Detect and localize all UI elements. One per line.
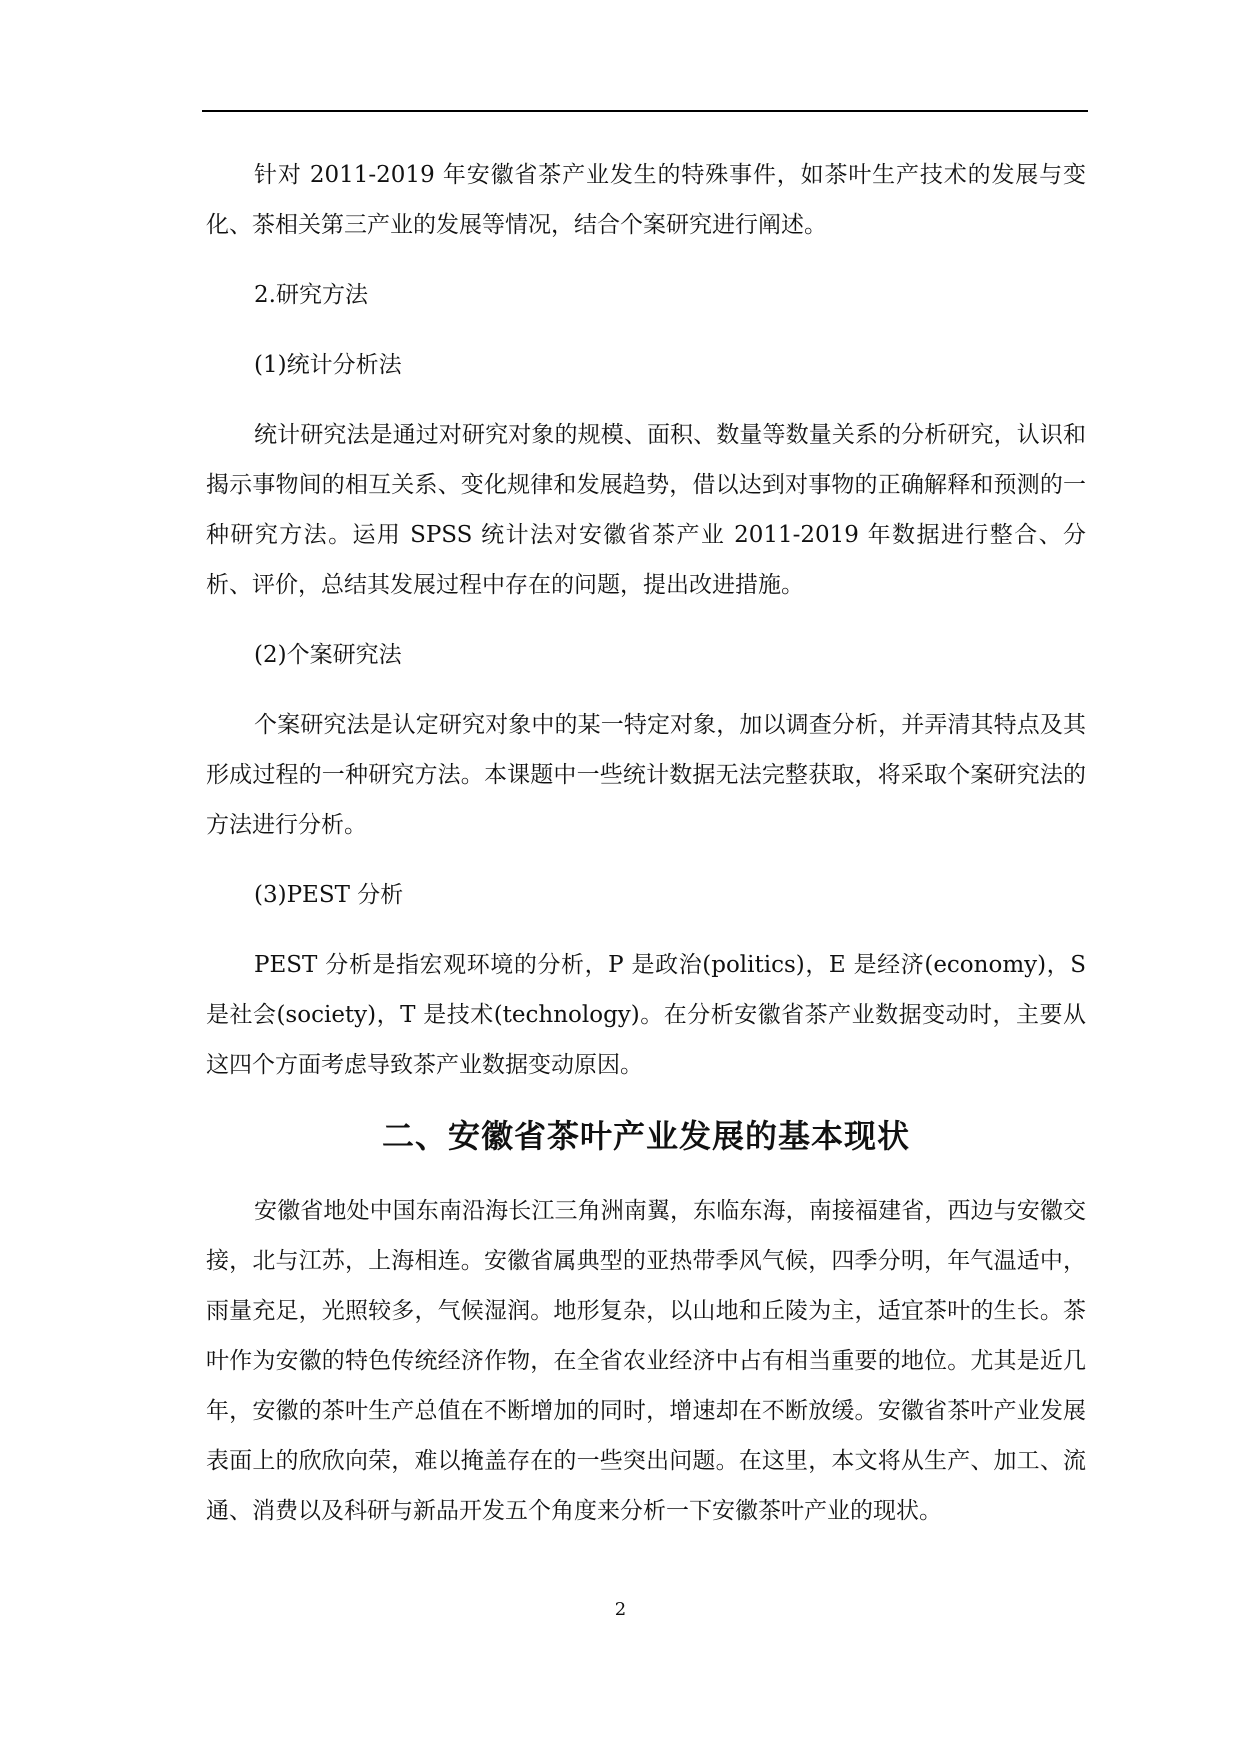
section-heading-research-methods: 2.研究方法 xyxy=(254,282,368,308)
paragraph-pest: PEST 分析是指宏观环境的分析，P 是政治(politics)，E 是经济(economy)，S 是社会(society)，T 是技术(technology)。在分析安徽省茶产业数据变动时，主要从这四个方面考虑导致茶产业数据变动原因。 xyxy=(206,952,1086,1078)
chapter-title: 二、安徽省茶叶产业发展的基本现状 xyxy=(381,1117,910,1155)
method-heading-statistical-analysis: (1)统计分析法 xyxy=(254,352,402,378)
method-heading-case-study: (2)个案研究法 xyxy=(254,642,402,668)
method-heading-pest: (3)PEST 分析 xyxy=(254,882,404,908)
paragraph-intro: 针对 2011-2019 年安徽省茶产业发生的特殊事件，如茶叶生产技术的发展与变化、茶相关第三产业的发展等情况，结合个案研究进行阐述。 xyxy=(206,162,1086,238)
paragraph-case-study: 个案研究法是认定研究对象中的某一特定对象，加以调查分析，并弄清其特点及其形成过程的一种研究方法。本课题中一些统计数据无法完整获取，将采取个案研究法的方法进行分析。 xyxy=(206,712,1086,838)
paragraph-chapter-2: 安徽省地处中国东南沿海长江三角洲南翼，东临东海，南接福建省，西边与安徽交接，北与江苏，上海相连。安徽省属典型的亚热带季风气候，四季分明，年气温适中，雨量充足，光照较多，气候湿润。地形复杂，以山地和丘陵为主，适宜茶叶的生长。茶叶作为安徽的特色传统经济作物，在全省农业经济中占有相当重要的地位。尤其是近几年，安徽的茶叶生产总值在不断增加的同时，增速却在不断放缓。安徽省茶叶产业发展表面上的欣欣向荣，难以掩盖存在的一些突出问题。在这里，本文将从生产、加工、流通、消费以及科研与新品开发五个角度来分析一下安徽茶叶产业的现状。 xyxy=(206,1198,1086,1524)
page-number: 2 xyxy=(614,1599,627,1620)
paragraph-statistical-analysis: 统计研究法是通过对研究对象的规模、面积、数量等数量关系的分析研究，认识和揭示事物间的相互关系、变化规律和发展趋势，借以达到对事物的正确解释和预测的一种研究方法。运用 SPSS 统计法对安徽省茶产业 2011-2019 年数据进行整合、分析、评价，总结其发展过程中存在的问题，提出改进措施。 xyxy=(206,422,1086,598)
page-content xyxy=(206,150,1086,1536)
header-rule xyxy=(202,110,1088,112)
